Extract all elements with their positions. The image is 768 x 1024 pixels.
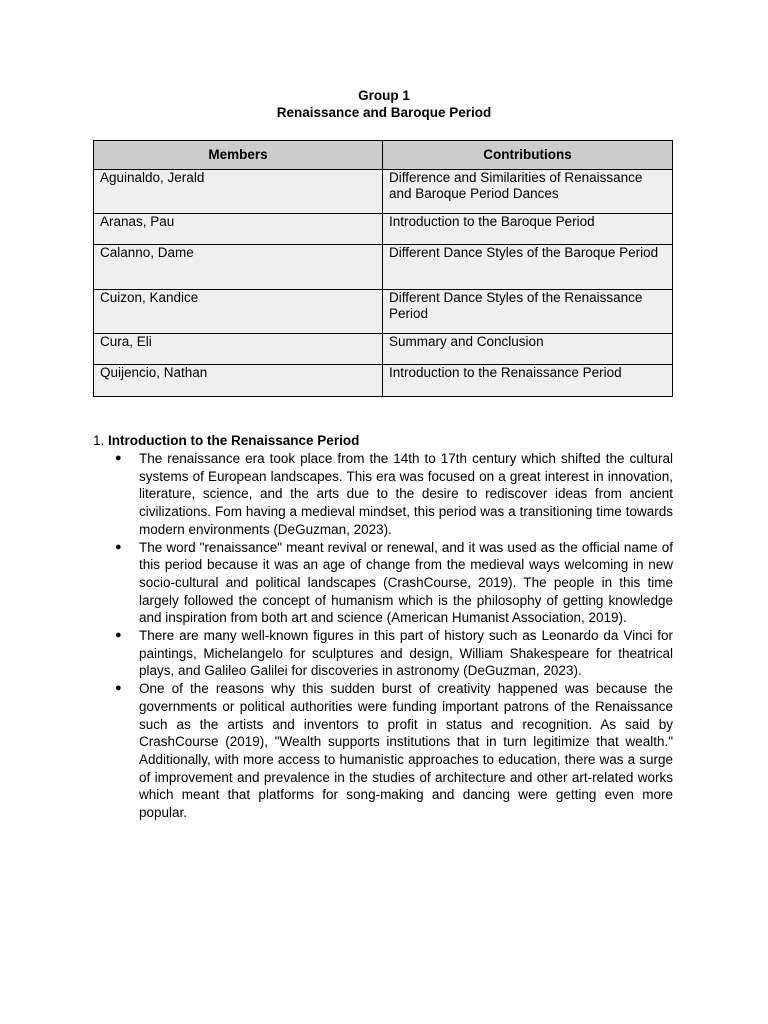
bullet-icon: ● [115,540,122,553]
bullet-text: There are many well-known figures in this part of history such as Leonardo da Vinci for paintings, Michelangelo for sculptures and design, William Shakespeare for theatrical plays, and Galileo Galilei for discoveries in astronomy (DeGuzman, 2023). [139,628,673,679]
members-table [93,140,673,397]
bullet-list [0,450,768,822]
table-row [94,290,673,334]
member-cell: Cura, Eli [94,334,383,365]
table-row [94,245,673,290]
table-header-row [94,141,673,170]
document-title: Renaissance and Baroque Period [276,105,492,120]
members-column-header: Members [94,141,383,170]
section-number: 1. [93,433,105,448]
section-title: Introduction to the Renaissance Period [108,433,360,448]
contribution-cell: Introduction to the Baroque Period [383,214,673,245]
bullet-text: The renaissance era took place from the 14th to 17th century which shifted the cultural systems of European landscapes. This era was focused on a great interest in innovation, literature, science, and the arts due to the desire to rediscover ideas from ancient civilizations. Fom having a medieval mindset, this period was a transitioning time towards modern environments (DeGuzman, 2023). [139,451,673,537]
section-heading [93,432,359,449]
contribution-cell: Different Dance Styles of the Baroque Period [383,245,673,290]
bullet-icon: ● [115,452,122,464]
member-cell: Aguinaldo, Jerald [94,170,383,214]
list-item [115,680,673,822]
bullet-icon: ● [115,629,122,642]
contribution-cell: Summary and Conclusion [383,334,673,365]
table-row [94,365,673,397]
bullet-text: The word "renaissance" meant revival or renewal, and it was used as the official name of this period because it was an age of change from the medieval ways welcoming in new socio-cultural and political landscapes (CrashCourse, 2019). The people in this time largely followed the concept of humanism which is the philosophy of getting knowledge and inspiration from both art and science (American Humanist Association, 2019). [139,539,673,626]
member-cell: Aranas, Pau [94,214,383,245]
bullet-text: One of the reasons why this sudden burst of creativity happened was because the governments or political authorities were funding important patrons of the Renaissance such as the artists and inventors to profit in status and recognition. As said by CrashCourse (2019), "Wealth supports institutions that in turn legitimize that wealth." Additionally, with more access to humanistic approaches to education, there was a surge of improvement and prevalence in the studies of architecture and other art-related works which meant that platforms for song-making and dancing were getting even more popular. [139,681,673,821]
list-item [115,539,673,628]
table-row [94,214,673,245]
group-label: Group 1 [358,88,410,103]
table-row [94,170,673,214]
contribution-cell: Difference and Similarities of Renaissance and Baroque Period Dances [383,170,673,214]
member-cell: Quijencio, Nathan [94,365,383,397]
bullet-icon: ● [115,682,122,695]
member-cell: Calanno, Dame [94,245,383,290]
list-item [115,627,673,680]
contribution-cell: Introduction to the Renaissance Period [383,365,673,397]
contribution-cell: Different Dance Styles of the Renaissance Period [383,290,673,334]
contributions-column-header: Contributions [383,141,673,170]
member-cell: Cuizon, Kandice [94,290,383,334]
table-row [94,334,673,365]
list-item [115,450,673,539]
